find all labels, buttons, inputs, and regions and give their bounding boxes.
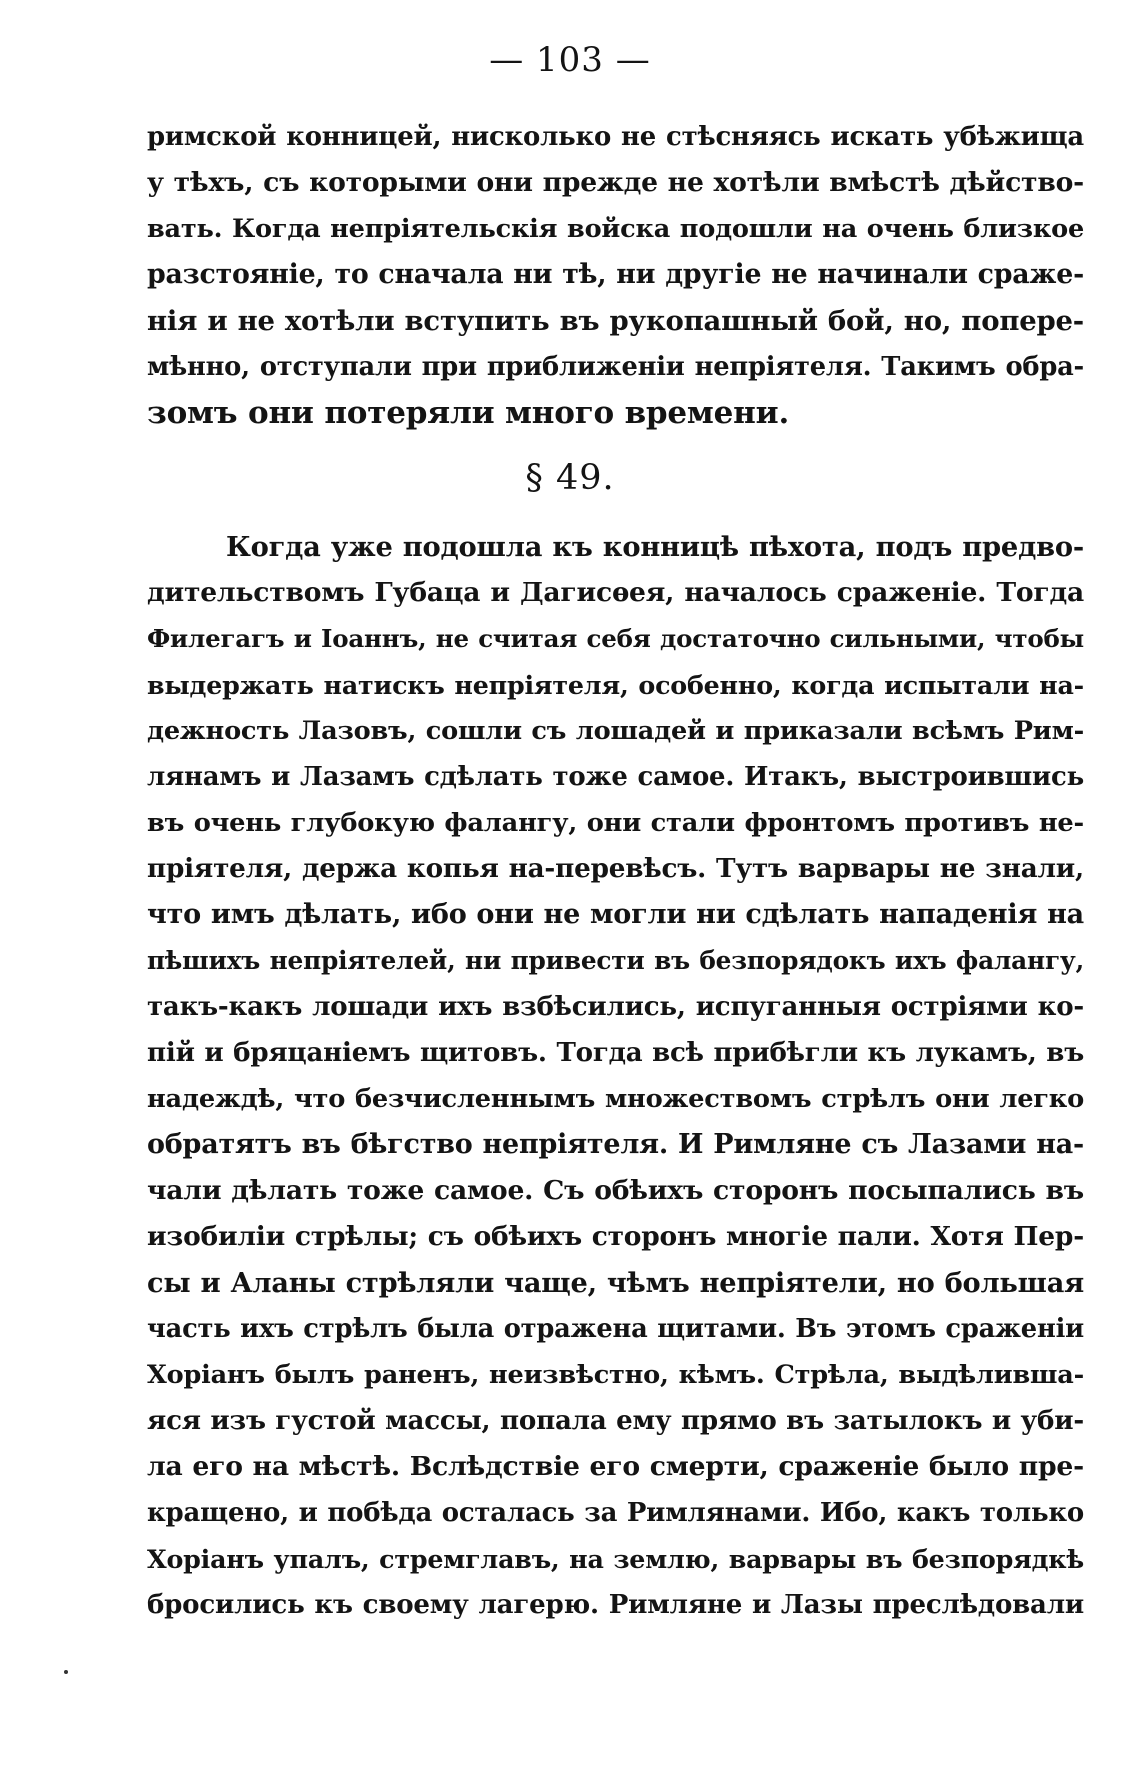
- text-line: часть ихъ стрѣлъ была отражена щитами. Въ этомъ сраженіи: [147, 1314, 1084, 1344]
- text-line: яся изъ густой массы, попала ему прямо въ затылокъ и уби-: [147, 1406, 1084, 1436]
- text-line: сы и Аланы стрѣляли чаще, чѣмъ непріятели, но большая: [147, 1267, 1084, 1299]
- text-line: пріятеля, держа копья на-перевѣсъ. Тутъ варвары не знали,: [147, 853, 1084, 884]
- text-line: нія и не хотѣли вступить въ рукопашный бой, но, попере-: [147, 305, 1084, 337]
- text-line: Хоріанъ упалъ, стремглавъ, на землю, варвары въ безпорядкѣ: [147, 1544, 1084, 1574]
- text-line: Филегагъ и Іоаннъ, не считая себя достаточно сильными, чтобы: [147, 624, 1084, 653]
- text-line: изобиліи стрѣлы; съ обѣихъ сторонъ многіе пали. Хотя Пер-: [147, 1221, 1084, 1252]
- text-line: что имъ дѣлать, ибо они не могли ни сдѣлать нападенія на: [147, 899, 1084, 930]
- text-line: зомъ они потеряли много времени.: [147, 395, 790, 431]
- text-line: обратятъ въ бѣгство непріятеля. И Римляне съ Лазами на-: [147, 1129, 1084, 1160]
- scan-speck: [64, 1670, 68, 1674]
- text-line: вать. Когда непріятельскія войска подошли на очень близкое: [147, 214, 1084, 244]
- text-line: пѣшихъ непріятелей, ни привести въ безпорядокъ ихъ фалангу,: [147, 946, 1084, 975]
- text-line: кращено, и побѣда осталась за Римлянами. Ибо, какъ только: [147, 1498, 1084, 1528]
- text-line: римской конницей, нисколько не стѣсняясь искать убѣжища: [147, 122, 1084, 152]
- text-line: пій и бряцаніемъ щитовъ. Тогда всѣ прибѣгли къ лукамъ, въ: [147, 1038, 1084, 1068]
- text-line: выдержать натискъ непріятеля, особенно, когда испытали на-: [147, 670, 1084, 700]
- page-number: — 103 —: [489, 40, 651, 80]
- text-line: такъ-какъ лошади ихъ взбѣсились, испуганныя остріями ко-: [147, 992, 1084, 1022]
- text-line: мѣнно, отступали при приближеніи непріятеля. Такимъ обра-: [147, 352, 1084, 382]
- text-line: Хоріанъ былъ раненъ, неизвѣстно, кѣмъ. Стрѣла, выдѣлившa-: [147, 1360, 1084, 1390]
- text-line: у тѣхъ, съ которыми они прежде не хотѣли вмѣстѣ дѣйство-: [147, 167, 1084, 198]
- text-line: дежность Лазовъ, сошли съ лошадей и приказали всѣмъ Рим-: [147, 716, 1084, 746]
- text-line: надеждѣ, что безчисленнымъ множествомъ стрѣлъ они легко: [147, 1084, 1084, 1114]
- text-line: чали дѣлать тоже самое. Съ обѣихъ сторонъ посыпались въ: [147, 1175, 1084, 1206]
- paragraph-section-49: [147, 524, 1084, 1628]
- text-line: Когда уже подошла къ конницѣ пѣхота, подъ предво-: [226, 531, 1084, 563]
- text-line: ла его на мѣстѣ. Вслѣдствіе его смерти, сраженіе было пре-: [147, 1451, 1084, 1482]
- text-line: въ очень глубокую фалангу, они стали фронтомъ противъ не-: [147, 808, 1084, 838]
- text-line: бросились къ своему лагерю. Римляне и Лазы преслѣдовали: [147, 1590, 1084, 1620]
- section-heading: § 49.: [525, 458, 615, 498]
- text-line: разстояніе, то сначала ни тѣ, ни другіе не начинали сраже-: [147, 259, 1084, 290]
- text-line: дительствомъ Губаца и Дагисѳея, началось сраженіе. Тогда: [147, 577, 1084, 608]
- text-line: лянамъ и Лазамъ сдѣлать тоже самое. Итакъ, выстроившись: [147, 762, 1084, 792]
- paragraph-continued: [147, 114, 1084, 436]
